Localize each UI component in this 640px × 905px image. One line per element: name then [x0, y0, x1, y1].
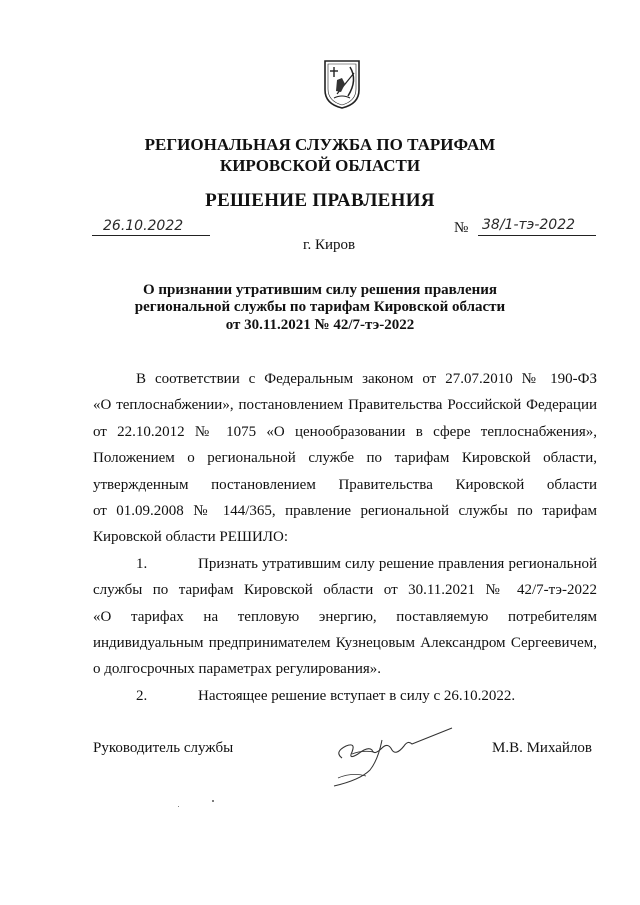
preamble-line: Положением о региональной службе по тарифам Кировской области, — [93, 450, 597, 467]
item2-number: 2. — [136, 687, 148, 704]
item1-number: 1. — [136, 555, 148, 572]
preamble-line: утвержденным постановлением Правительства Кировской области — [93, 476, 597, 493]
preamble-line: от 22.10.2012 № 1075 «О ценообразовании в сфере теплоснабжения», — [93, 423, 597, 440]
scan-speck — [178, 806, 179, 807]
number-sign: № — [454, 220, 469, 236]
scan-speck — [212, 800, 214, 802]
coat-of-arms-emblem — [322, 58, 362, 110]
org-name-line1: РЕГИОНАЛЬНАЯ СЛУЖБА ПО ТАРИФАМ — [144, 135, 496, 154]
item1-line: «О тарифах на тепловую энергию, поставляемую потребителям — [93, 608, 597, 625]
item1-line: о долгосрочных параметрах регулирования». — [93, 661, 382, 678]
decision-date-handwritten: 26.10.2022 — [103, 218, 184, 234]
preamble-line: от 01.09.2008 № 144/365, правление региональной службы по тарифам — [93, 503, 597, 520]
handwritten-signature — [312, 720, 462, 790]
subject-line2: региональной службы по тарифам Кировской области — [134, 299, 506, 315]
item1-line: индивидуальным предпринимателем Кузнецовым Александром Сергеевичем, — [93, 635, 597, 652]
decision-body — [93, 366, 597, 709]
document-type: РЕШЕНИЕ ПРАВЛЕНИЯ — [205, 190, 435, 211]
decision-number-handwritten: 38/1-тэ-2022 — [482, 217, 576, 233]
preamble-line: Кировской области РЕШИЛО: — [93, 529, 289, 546]
city: г. Киров — [303, 237, 356, 253]
item1-first-line — [93, 551, 597, 577]
item2-text: Настоящее решение вступает в силу с 26.10.2022. — [198, 687, 516, 704]
item1-line: Признать утратившим силу решение правления региональной — [198, 555, 597, 572]
item1-line: службы по тарифам Кировской области от 30.11.2021 № 42/7-тэ-2022 — [93, 582, 597, 599]
signatory-name: М.В. Михайлов — [492, 740, 593, 756]
item2 — [93, 683, 597, 709]
date-underline — [92, 235, 210, 236]
subject-line3: от 30.11.2021 № 42/7-тэ-2022 — [225, 317, 415, 333]
org-name-line2: КИРОВСКОЙ ОБЛАСТИ — [219, 156, 421, 175]
signatory-role: Руководитель службы — [93, 740, 234, 756]
subject-line1: О признании утратившим силу решения правления — [142, 282, 498, 298]
preamble-line: «О теплоснабжении», постановлением Правительства Российской Федерации — [93, 397, 597, 414]
preamble-line: В соответствии с Федеральным законом от 27.07.2010 № 190-ФЗ — [136, 371, 597, 387]
number-underline — [478, 235, 596, 236]
